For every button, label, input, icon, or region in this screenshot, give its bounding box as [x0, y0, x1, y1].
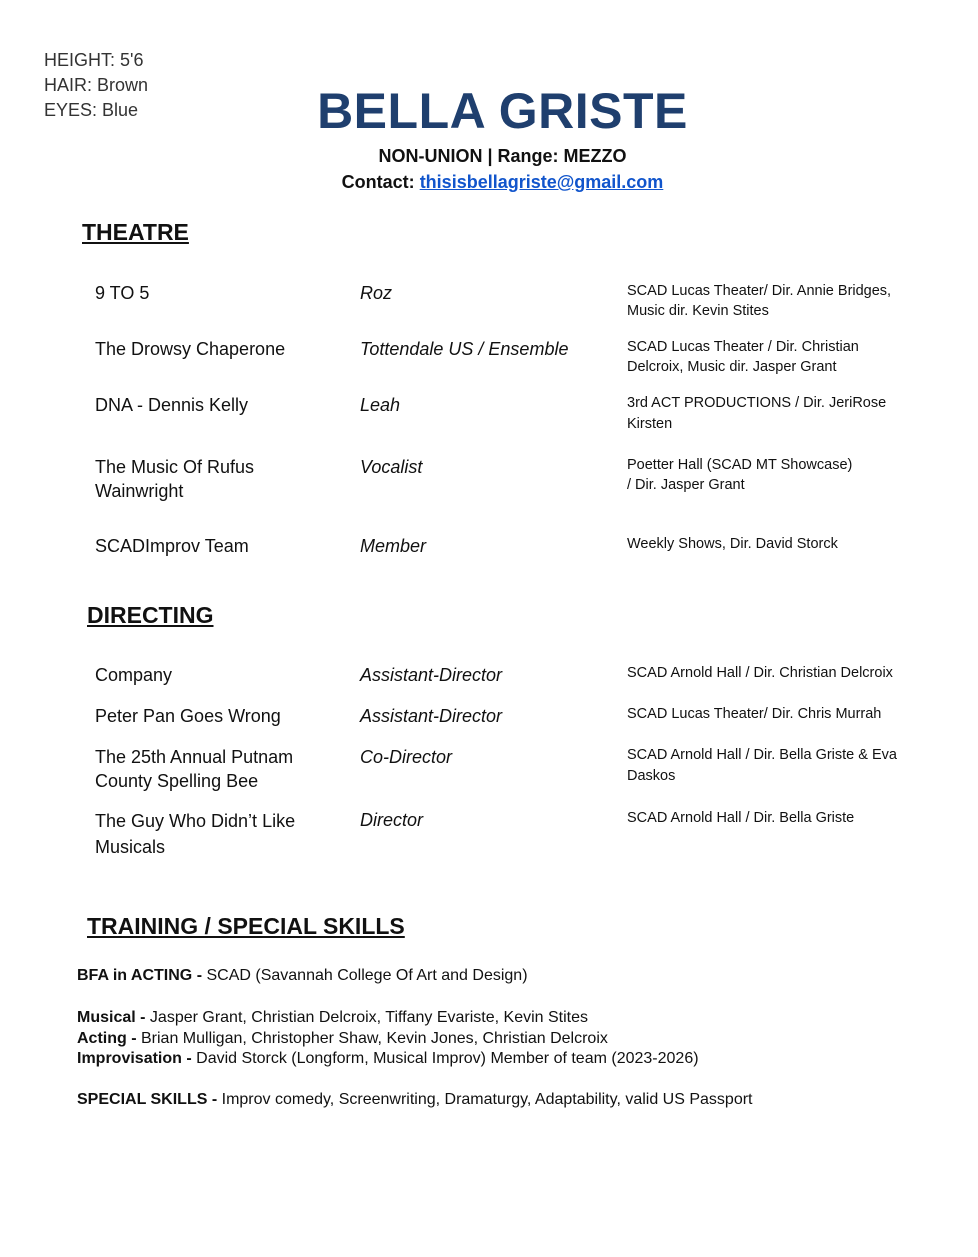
union-range: NON-UNION | Range: MEZZO — [378, 146, 627, 166]
role: Roz — [360, 283, 393, 303]
directing-heading: DIRECTING — [87, 602, 214, 628]
show-title: Peter Pan Goes Wrong — [95, 706, 281, 726]
bfa-line — [77, 965, 528, 986]
role: Tottendale US / Ensemble — [360, 339, 569, 359]
role: Director — [360, 810, 424, 830]
show-title: The 25th Annual Putnam County Spelling Bee — [95, 747, 294, 791]
contact-line — [0, 172, 978, 193]
improv-text: David Storck (Longform, Musical Improv) Member of team (2023-2026) — [191, 1050, 699, 1067]
theatre-heading: THEATRE — [82, 219, 189, 245]
show-title: SCADImprov Team — [95, 536, 249, 556]
acting-line — [77, 1028, 608, 1049]
venue-director: Poetter Hall (SCAD MT Showcase) / Dir. Jasper Grant — [627, 457, 853, 493]
acting-text: Brian Mulligan, Christopher Shaw, Kevin Jones, Christian Delcroix — [136, 1030, 608, 1047]
bfa-text: SCAD (Savannah College Of Art and Design) — [202, 967, 528, 984]
special-skills-text: Improv comedy, Screenwriting, Dramaturgy, Adaptability, valid US Passport — [217, 1091, 753, 1108]
contact-label: Contact: — [341, 172, 415, 192]
venue-director: 3rd ACT PRODUCTIONS / Dir. JeriRose Kirsten — [627, 395, 887, 432]
role: Assistant-Director — [360, 706, 503, 726]
improv-label: Improvisation - — [77, 1050, 192, 1067]
bfa-label: BFA in ACTING - — [77, 967, 203, 984]
venue-director: Weekly Shows, Dir. David Storck — [627, 536, 838, 552]
role: Vocalist — [360, 457, 423, 477]
hair-stat: HAIR: Brown — [44, 75, 149, 95]
show-title: Company — [95, 665, 173, 685]
show-title: DNA - Dennis Kelly — [95, 395, 249, 415]
show-title: 9 TO 5 — [95, 283, 150, 303]
role: Leah — [360, 395, 401, 415]
musical-line — [77, 1007, 588, 1028]
musical-label: Musical - — [77, 1009, 146, 1026]
improv-line — [77, 1048, 699, 1069]
special-skills-line — [77, 1089, 753, 1110]
venue-director: SCAD Lucas Theater/ Dir. Annie Bridges, Music dir. Kevin Stites — [627, 283, 892, 319]
role: Assistant-Director — [360, 665, 503, 685]
acting-label: Acting - — [77, 1030, 137, 1047]
height-stat: HEIGHT: 5'6 — [44, 50, 144, 70]
special-skills-label: SPECIAL SKILLS - — [77, 1091, 218, 1108]
show-title: The Guy Who Didn’t Like Musicals — [95, 811, 296, 857]
show-title: The Music Of Rufus Wainwright — [95, 457, 255, 501]
venue-director: SCAD Arnold Hall / Dir. Bella Griste & Eva Daskos — [627, 747, 897, 784]
role: Co-Director — [360, 747, 453, 767]
venue-director: SCAD Lucas Theater/ Dir. Chris Murrah — [627, 706, 882, 722]
role: Member — [360, 536, 427, 556]
venue-director: SCAD Arnold Hall / Dir. Bella Griste — [627, 810, 855, 826]
contact-email-link[interactable]: thisisbellagriste@gmail.com — [419, 172, 664, 192]
venue-director: SCAD Lucas Theater / Dir. Christian Delcroix, Music dir. Jasper Grant — [627, 339, 859, 375]
eyes-stat: EYES: Blue — [44, 100, 139, 120]
performer-name: BELLA GRISTE — [317, 83, 688, 139]
musical-text: Jasper Grant, Christian Delcroix, Tiffany Evariste, Kevin Stites — [145, 1009, 589, 1026]
show-title: The Drowsy Chaperone — [95, 339, 286, 359]
venue-director: SCAD Arnold Hall / Dir. Christian Delcroix — [627, 665, 893, 681]
training-heading: TRAINING / SPECIAL SKILLS — [87, 913, 405, 939]
